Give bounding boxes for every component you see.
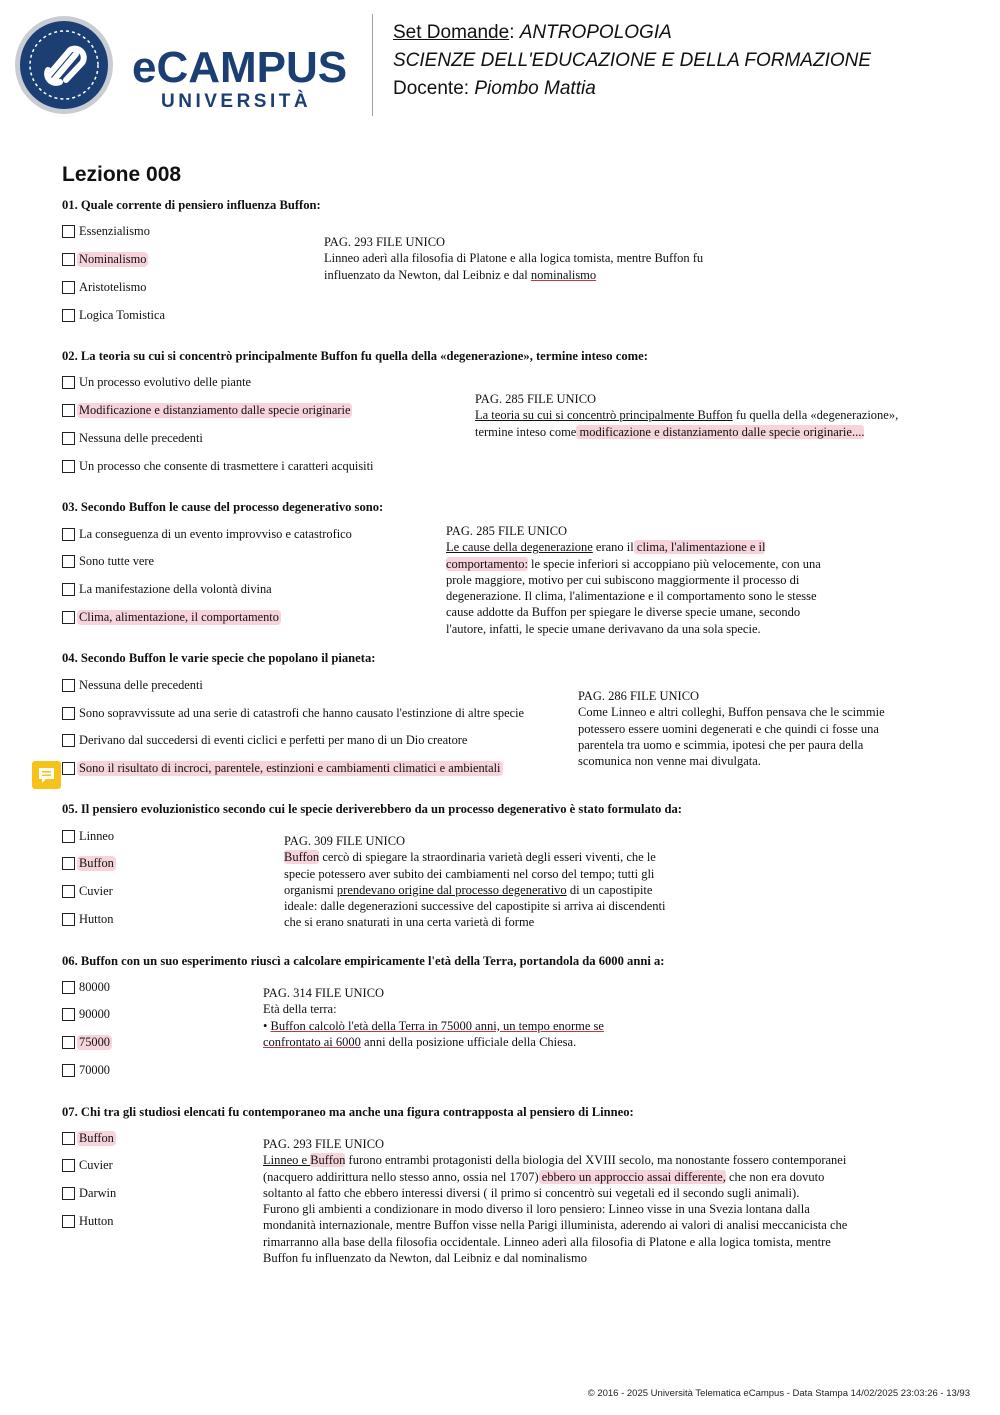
expl-line: ideale: dalle degenerazioni successive del capostipite si arriva ai discendenti: [284, 899, 666, 914]
ref: PAG. 309 FILE UNICO: [284, 834, 406, 848]
q3-option-1[interactable]: [62, 526, 352, 542]
option-label: Hutton: [79, 911, 114, 926]
expl-line: potessero essere uomini degenerati e che quindi ci fosse una: [578, 721, 879, 736]
checkbox[interactable]: [62, 611, 75, 624]
course: SCIENZE DELL'EDUCAZIONE E DELLA FORMAZIONE: [393, 50, 872, 71]
question-6: 06. Buffon con un suo esperimento riuscì a calcolare empiricamente l'età della Terra, portandola da 6000 anni a:: [62, 954, 665, 968]
checkbox[interactable]: [62, 1036, 75, 1049]
q2-explanation: [475, 391, 898, 440]
expl-line: Linneo aderì alla filosofia di Platone e alla logica tomista, mentre Buffon fu: [324, 251, 704, 266]
q3-explanation: [446, 523, 821, 637]
q2-option-3[interactable]: [62, 430, 203, 446]
expl-line: l'autore, infatti, le specie umane derivavano da una sola specie.: [446, 621, 761, 636]
option-label-correct: 75000: [79, 1034, 110, 1049]
checkbox[interactable]: [62, 707, 75, 720]
checkbox[interactable]: [62, 857, 75, 870]
expl-line: confrontato ai 6000 anni della posizione ufficiale della Chiesa.: [263, 1034, 577, 1049]
checkbox[interactable]: [62, 281, 75, 294]
q4-option-4[interactable]: [62, 760, 503, 776]
checkbox[interactable]: [62, 583, 75, 596]
option-label: Sono tutte vere: [79, 553, 155, 568]
option-label: Nessuna delle precedenti: [79, 430, 203, 445]
checkbox[interactable]: [62, 885, 75, 898]
option-label: 80000: [79, 979, 110, 994]
ecampus-logo-graphic: [14, 14, 359, 116]
option-label-correct: Buffon: [79, 855, 114, 870]
expl-line: La teoria su cui si concentrò principalmente Buffon fu quella della «degenerazione»,: [475, 408, 899, 423]
expl-highlight: modificazione e distanziamento dalle specie originarie....: [576, 424, 865, 439]
checkbox[interactable]: [62, 404, 75, 417]
checkbox[interactable]: [62, 981, 75, 994]
q4-explanation: [578, 688, 885, 769]
q3-option-4[interactable]: [62, 609, 281, 625]
q2-option-2[interactable]: [62, 402, 352, 418]
q3-option-3[interactable]: [62, 581, 272, 597]
q7-explanation: [263, 1136, 847, 1266]
q4-option-1[interactable]: [62, 677, 203, 693]
checkbox[interactable]: [62, 830, 75, 843]
q6-option-3[interactable]: [62, 1034, 112, 1050]
option-label: Cuvier: [79, 883, 113, 898]
option-label: Derivano dal succedersi di eventi ciclici e perfetti per mano di un Dio creatore: [79, 732, 468, 747]
expl-line: cause addotte da Buffon per spiegare le diverse specie umane, secondo: [446, 605, 801, 620]
expl-marked: nominalismo: [530, 267, 597, 282]
expl-line: Linneo e Buffon furono entrambi protagonisti della biologia del XVIII secolo, ma nonostante fossero contemporanei: [263, 1153, 847, 1168]
set-label: Set Domande: [393, 22, 510, 43]
expl-line: comportamento: le specie inferiori si accoppiano più velocemente, con una: [446, 556, 821, 571]
option-label-correct: Clima, alimentazione, il comportamento: [79, 609, 279, 624]
header-course-line: [393, 50, 871, 72]
q7-option-2[interactable]: [62, 1157, 113, 1173]
expl-line: organismi prendevano origine dal processo degenerativo di un capostipite: [284, 882, 653, 897]
q5-option-1[interactable]: [62, 828, 114, 844]
expl-line: (nacquero addirittura nello stesso anno, ossia nel 1707) ebbero un approccio assai differente, che non era dovuto: [263, 1169, 825, 1184]
q5-option-3[interactable]: [62, 883, 113, 899]
option-label: Essenzialismo: [79, 223, 150, 238]
checkbox[interactable]: [62, 555, 75, 568]
option-label: Cuvier: [79, 1157, 113, 1172]
option-label: Linneo: [79, 828, 115, 843]
option-label: Un processo evolutivo delle piante: [79, 374, 252, 389]
checkbox[interactable]: [62, 253, 75, 266]
option-label: Aristotelismo: [79, 279, 147, 294]
expl-line: rimarranno alla base della filosofia occidentale. Linneo aderì alla filosofia di Platone e alla logica tomista, mentre: [263, 1234, 831, 1249]
expl-line: • Buffon calcolò l'età della Terra in 75000 anni, un tempo enorme se: [263, 1018, 604, 1033]
ref: PAG. 314 FILE UNICO: [263, 986, 385, 1000]
q5-option-4[interactable]: [62, 911, 113, 927]
expl-line: scomunica non venne mai divulgata.: [578, 754, 761, 769]
checkbox[interactable]: [62, 1132, 75, 1145]
expl-line: Buffon fu influenzato da Newton, dal Leibniz e dal nominalismo: [263, 1251, 587, 1266]
option-label: 90000: [79, 1006, 110, 1021]
expl-line: influenzato da Newton, dal Leibniz e dal nominalismo: [324, 267, 597, 282]
q1-option-4[interactable]: [62, 307, 165, 323]
q7-option-3[interactable]: [62, 1185, 116, 1201]
option-label: Un processo che consente di trasmettere i caratteri acquisiti: [79, 458, 374, 473]
expl-line: termine inteso come modificazione e distanziamento dalle specie originarie....: [475, 424, 865, 439]
option-label: 70000: [79, 1062, 110, 1077]
expl-line: che si erano snaturati in una certa varietà di forme: [284, 915, 535, 930]
q1-explanation: [324, 234, 703, 283]
option-label: Nessuna delle precedenti: [79, 677, 203, 692]
q3-option-2[interactable]: [62, 553, 154, 569]
checkbox[interactable]: [62, 225, 75, 238]
expl-line: mondanità internazionale, mentre Buffon visse nella Parigi illuminista, aderendo ai valori di analisi meccanicista che: [263, 1218, 848, 1233]
expl-line: Età della terra:: [263, 1002, 337, 1017]
comment-annotation[interactable]: [32, 761, 61, 789]
logo-sub-text: UNIVERSITÀ: [161, 91, 312, 112]
checkbox[interactable]: [62, 913, 75, 926]
q2-option-4[interactable]: [62, 458, 374, 474]
expl-line: prole maggiore, motivo per cui subiscono maggiormente il processo di: [446, 572, 800, 587]
checkbox[interactable]: [62, 1159, 75, 1172]
question-5: 05. Il pensiero evoluzionistico secondo cui le specie deriverebbero da un processo degenerativo è stato formulato da:: [62, 802, 682, 816]
option-label: Logica Tomistica: [79, 307, 165, 322]
q1-option-1[interactable]: [62, 223, 150, 239]
q5-option-2[interactable]: [62, 855, 116, 871]
question-1: 01. Quale corrente di pensiero influenza Buffon:: [62, 198, 321, 212]
option-label: Hutton: [79, 1213, 114, 1228]
expl-line: degenerazione. Il clima, l'alimentazione e il comportamento sono le stesse: [446, 589, 817, 604]
header-set-line: Set Domande: ANTROPOLOGIA: [393, 22, 672, 43]
comment-icon: [32, 761, 61, 789]
q6-option-4[interactable]: [62, 1062, 110, 1078]
option-label: La conseguenza di un evento improvviso e catastrofico: [79, 526, 352, 541]
option-label: Darwin: [79, 1185, 117, 1200]
question-3: 03. Secondo Buffon le cause del processo degenerativo sono:: [62, 500, 384, 514]
option-label-correct: Sono il risultato di incroci, parentele, estinzioni e cambiamenti climatici e ambientali: [79, 760, 501, 775]
expl-line: soltanto al fatto che ebbero interessi diversi ( il primo si concentrò sui vegetali ed il secondo sugli animali).: [263, 1185, 800, 1200]
q4-option-3[interactable]: [62, 732, 467, 748]
header-teacher-line: [393, 78, 596, 100]
option-label-correct: Nominalismo: [79, 251, 147, 266]
expl-line: Furono gli ambienti a condizionare in modo diverso il loro pensiero: Linneo visse in una Svezia lontana dalla: [263, 1202, 810, 1217]
question-4: 04. Secondo Buffon le varie specie che popolano il pianeta:: [62, 651, 376, 665]
logo-brand-text: eCAMPUS: [132, 43, 348, 92]
question-7: 07. Chi tra gli studiosi elencati fu contemporaneo ma anche una figura contrapposta al pensiero di Linneo:: [62, 1105, 634, 1119]
checkbox[interactable]: [62, 376, 75, 389]
q7-option-1[interactable]: [62, 1130, 116, 1146]
q7-option-4[interactable]: [62, 1213, 113, 1229]
subject: ANTROPOLOGIA: [519, 22, 672, 43]
checkbox[interactable]: [62, 432, 75, 445]
expl-line: Come Linneo e altri colleghi, Buffon pensava che le scimmie: [578, 705, 885, 720]
header-divider: [372, 14, 373, 116]
q6-explanation: [263, 985, 604, 1050]
checkbox[interactable]: [62, 1215, 75, 1228]
ecampus-logo: [14, 14, 359, 116]
option-label-correct: Modificazione e distanziamento dalle specie originarie: [79, 402, 351, 417]
option-label-correct: Buffon: [79, 1130, 114, 1145]
q5-explanation: [284, 833, 665, 931]
expl-line: Le cause della degenerazione erano il clima, l'alimentazione e il: [446, 540, 766, 555]
checkbox[interactable]: [62, 1064, 75, 1077]
teacher-label: Docente:: [393, 78, 470, 99]
q1-option-3[interactable]: [62, 279, 146, 295]
q1-option-2[interactable]: [62, 251, 148, 267]
checkbox[interactable]: [62, 460, 75, 473]
expl-line: parentela tra uomo e scimmia, ipotesi che per paura della: [578, 737, 864, 752]
expl-line: Buffon cercò di spiegare la straordinaria varietà degli esseri viventi, che le: [284, 850, 656, 865]
checkbox[interactable]: [62, 1008, 75, 1021]
expl-line: specie potessero aver subito dei cambiamenti nel corso del tempo; tutti gli: [284, 866, 655, 881]
ref: PAG. 286 FILE UNICO: [578, 689, 700, 703]
ref: PAG. 285 FILE UNICO: [446, 524, 568, 538]
checkbox[interactable]: [62, 528, 75, 541]
option-label: La manifestazione della volontà divina: [79, 581, 272, 596]
lesson-title: Lezione 008: [62, 163, 182, 186]
checkbox[interactable]: [62, 762, 75, 775]
checkbox[interactable]: [62, 679, 75, 692]
q2-option-1[interactable]: [62, 374, 251, 390]
checkbox[interactable]: [62, 1187, 75, 1200]
ref: PAG. 285 FILE UNICO: [475, 392, 597, 406]
page-footer: © 2016 - 2025 Università Telematica eCampus - Data Stampa 14/02/2025 23:03:26 - 13/93: [587, 1388, 970, 1399]
q6-option-2[interactable]: [62, 1006, 110, 1022]
ref: PAG. 293 FILE UNICO: [263, 1137, 385, 1151]
ref: PAG. 293 FILE UNICO: [324, 235, 446, 249]
q6-option-1[interactable]: [62, 979, 110, 995]
question-2: 02. La teoria su cui si concentrò principalmente Buffon fu quella della «degenerazione», termine inteso come:: [62, 349, 648, 363]
checkbox[interactable]: [62, 309, 75, 322]
teacher-name: Piombo Mattia: [474, 78, 596, 99]
checkbox[interactable]: [62, 734, 75, 747]
q4-option-2[interactable]: [62, 705, 524, 721]
option-label: Sono sopravvissute ad una serie di catastrofi che hanno causato l'estinzione di altre specie: [79, 705, 525, 720]
